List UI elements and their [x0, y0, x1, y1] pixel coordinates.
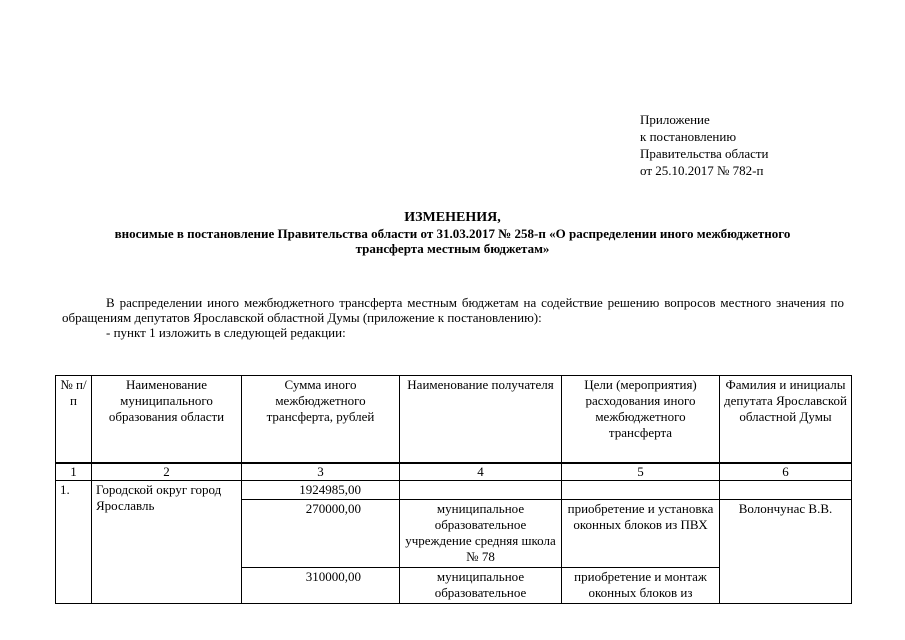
- table-header-row: [56, 376, 852, 464]
- column-number: 3: [242, 463, 400, 481]
- document-title: [40, 210, 865, 256]
- header-cell-purpose: Цели (мероприятия) расходования иного межбюджетного трансферта: [562, 376, 720, 464]
- appendix-line: Приложение: [640, 112, 710, 127]
- column-number: 4: [400, 463, 562, 481]
- entry-sum: 310000,00: [242, 568, 400, 604]
- column-number: 6: [720, 463, 852, 481]
- title-line-3: трансферта местным бюджетам»: [355, 241, 550, 256]
- header-cell-recipient: Наименование получателя: [400, 376, 562, 464]
- column-number: 5: [562, 463, 720, 481]
- header-cell-number: № п/п: [56, 376, 92, 464]
- row-number: 1.: [56, 481, 92, 604]
- header-cell-municipality: Наименование муниципального образования области: [92, 376, 242, 464]
- appendix-note: [640, 111, 769, 179]
- intro-item: - пункт 1 изложить в следующей редакции:: [106, 325, 346, 340]
- row-total-purpose-empty: [562, 481, 720, 500]
- row-total-sum: 1924985,00: [242, 481, 400, 500]
- entry-purpose: приобретение и монтаж оконных блоков из: [562, 568, 720, 604]
- entry-sum: 270000,00: [242, 500, 400, 568]
- entry-recipient: муниципальное образовательное: [400, 568, 562, 604]
- row-total-recipient-empty: [400, 481, 562, 500]
- intro-paragraph: В распределении иного межбюджетного трансферта местным бюджетам на содействие решению вопросов местного значения по обращениям депутатов Ярославской областной Думы (приложение к постановлению):: [62, 295, 844, 325]
- table-row: [56, 481, 852, 500]
- column-number: 1: [56, 463, 92, 481]
- row-municipality: Городской округ город Ярославль: [92, 481, 242, 604]
- row-deputy: Волончунас В.В.: [720, 500, 852, 604]
- appendix-line: к постановлению: [640, 129, 737, 144]
- entry-purpose: приобретение и установка оконных блоков из ПВХ: [562, 500, 720, 568]
- entry-recipient: муниципальное образовательное учреждение средняя школа № 78: [400, 500, 562, 568]
- row-total-deputy-empty: [720, 481, 852, 500]
- title-line-2: вносимые в постановление Правительства области от 31.03.2017 № 258-п «О распределении иного межбюджетного: [114, 226, 791, 241]
- column-number: 2: [92, 463, 242, 481]
- appendix-line: от 25.10.2017 № 782-п: [640, 163, 764, 178]
- column-number-row: [56, 463, 852, 481]
- transfer-table: [55, 375, 852, 604]
- title-line-1: ИЗМЕНЕНИЯ,: [404, 210, 501, 225]
- header-cell-sum: Сумма иного межбюджетного трансферта, рублей: [242, 376, 400, 464]
- appendix-line: Правительства области: [640, 146, 769, 161]
- intro-text: [62, 295, 844, 340]
- header-cell-deputy: Фамилия и инициалы депутата Ярославской областной Думы: [720, 376, 852, 464]
